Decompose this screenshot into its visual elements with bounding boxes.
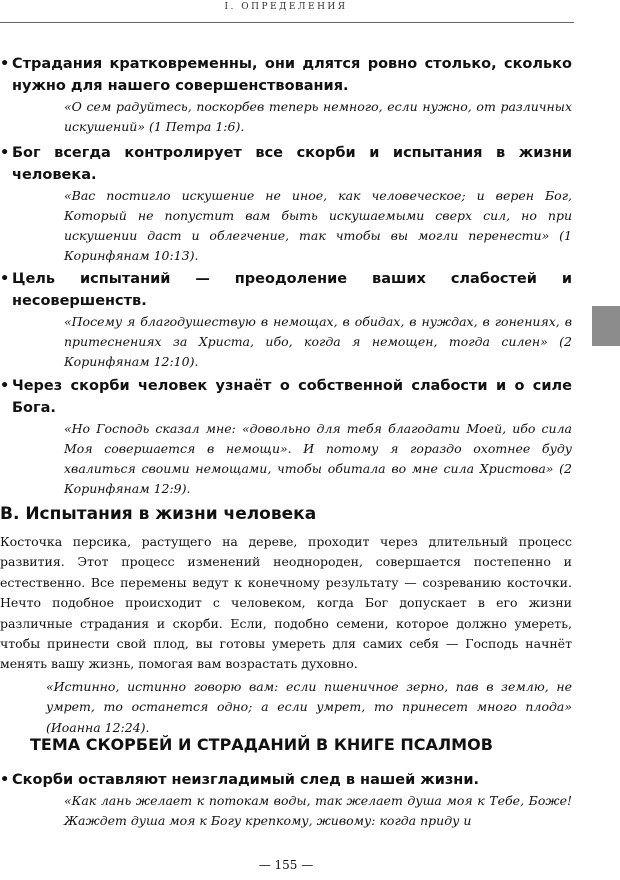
point-statement: • Бог всегда контролирует все скорби и испытания в жизни человека.: [0, 142, 572, 186]
scripture-quote: «Посему я благодушествую в немощах, в обидах, в нуждах, в гонениях, в притеснениях за Христа, ибо, когда я немощен, тогда силен» (2 Коринфянам 12:10).: [64, 314, 572, 369]
running-header: I. ОПРЕДЕЛЕНИЯ: [224, 2, 348, 12]
subsection-title: ТЕМА СКОРБЕЙ И СТРАДАНИЙ В КНИГЕ ПСАЛМОВ: [30, 735, 493, 754]
scripture-quote: «О сем радуйтесь, поскорбев теперь немного, если нужно, от различных искушений» (1 Петра 1:6).: [64, 99, 572, 134]
bullet-mark: •: [0, 271, 10, 287]
section-title: B. Испытания в жизни человека: [0, 504, 317, 524]
page-number: — 155 —: [258, 858, 314, 872]
point-statement: • Страдания кратковременны, они длятся ровно столько, сколько нужно для нашего совершенствования.: [0, 53, 572, 97]
scripture-quote: «Как лань желает к потокам воды, так желает душа моя к Тебе, Боже! Жаждет душа моя к Богу крепкому, живому: когда приду и: [64, 793, 572, 828]
bullet-mark: •: [0, 145, 10, 161]
point-4: [0, 375, 572, 499]
point-statement: • Цель испытаний — преодоление ваших слабостей и несовершенств.: [0, 268, 572, 312]
scripture-quote: «Истинно, истинно говорю вам: если пшеничное зерно, пав в землю, не умрет, то останется одно; а если умрет, то принесет много плода» (Иоанна 12:24).: [46, 678, 572, 735]
point-statement: • Скорби оставляют неизгладимый след в нашей жизни.: [0, 769, 572, 791]
bullet-mark: •: [0, 772, 10, 788]
section-b: [0, 502, 572, 738]
bullet-mark: •: [0, 378, 10, 394]
point-statement: • Через скорби человек узнаёт о собственной слабости и о силе Бога.: [0, 375, 572, 419]
point-1: [0, 53, 572, 137]
scripture-quote: «Но Господь сказал мне: «довольно для тебя благодати Моей, ибо сила Моя совершается в немощи». И потому я гораздо охотнее буду хвалиться своими немощами, чтобы обитала во мне сила Христова» (2 Коринфянам 12:9).: [64, 421, 572, 496]
point-3: [0, 268, 572, 372]
section-paragraph: Косточка персика, растущего на дереве, проходит через длительный процесс развития. Этот процесс изменений неоднороден, совершается постепенно и естественно. Все перемены ведут к конечному результату — созреванию косточки. Нечто подобное происходит с человеком, когда Бог допускает в его жизни различные страдания и скорби. Если, подобно семени, которое должно умереть, чтобы принести свой плод, вы готовы умереть для самих себя — Господь начнёт менять вашу жизнь, помогая вам возрастать духовно.: [0, 534, 572, 672]
header-rule: [0, 22, 574, 23]
chapter-tab-marker: [592, 306, 620, 346]
scripture-quote: «Вас постигло искушение не иное, как человеческое; и верен Бог, Который не попустит вам быть искушаемыми сверх сил, но при искушении даст и облегчение, так чтобы вы могли перенести» (1 Коринфянам 10:13).: [64, 188, 572, 263]
bullet-mark: •: [0, 56, 10, 72]
point-2: [0, 142, 572, 266]
psalms-section: [0, 733, 572, 831]
